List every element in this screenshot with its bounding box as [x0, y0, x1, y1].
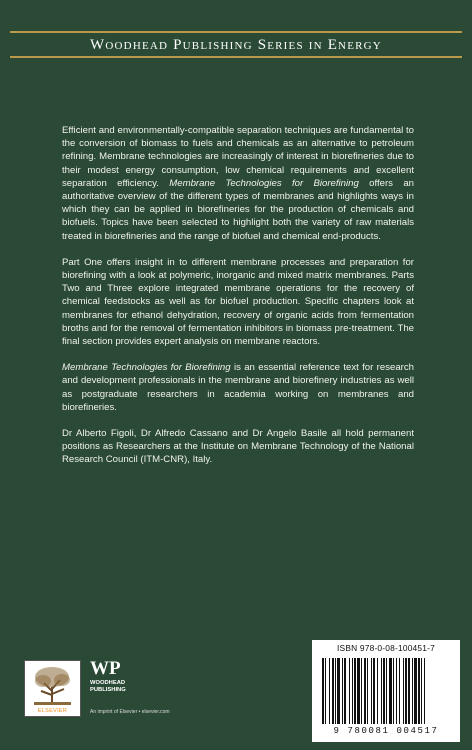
isbn-text: ISBN 978-0-08-100451-7	[337, 643, 435, 653]
blurb	[62, 124, 414, 480]
series-title: Woodhead Publishing Series in Energy	[90, 37, 382, 53]
elsevier-label: ELSEVIER	[37, 708, 68, 714]
book-title-italic: Membrane Technologies for Biorefining	[62, 362, 231, 374]
barcode-digits: 9 780081 004517	[333, 726, 439, 736]
wp-logo-mark: WP	[90, 658, 121, 679]
wp-line-woodhead: WOODHEAD	[90, 680, 126, 686]
blurb-p3-end: is an essential reference text for research and development professionals in the membrane and biorefinery industries as well as postgraduate researchers in academia working on membranes and biorefineries.	[62, 362, 414, 413]
book-title-italic: Membrane Technologies for Biorefining	[169, 177, 359, 189]
barcode-icon	[318, 658, 454, 726]
series-band	[0, 0, 472, 60]
blurb-paragraph-1	[62, 124, 414, 243]
wp-line-publishing: PUBLISHING	[90, 687, 126, 693]
blurb-p1-end: offers an authoritative overview of the different types of membranes and highlights ways in which they can be applied in biorefineries for the production of chemicals and biofuels. Topics have been selected to highlight both the variety of raw materials treated in biorefineries and the range of biofuel and chemical end-products.	[62, 177, 414, 242]
blurb-p1-start: Efficient and environmentally-compatible separation techniques are fundamental to the conversion of biomass to fuels and chemicals as an alternative to petroleum refining. Membrane technologies are increasingly of interest in biorefineries due to their modest energy consumption, low chemical requirements and excellent separation efficiency.	[62, 125, 414, 189]
barcode-panel	[312, 640, 460, 742]
author-bio: Dr Alberto Figoli, Dr Alfredo Cassano and Dr Angelo Basile all hold permanent positions as Researchers at the Institute on Membrane Technology of the National Research Council (ITM-CNR), Italy.	[62, 428, 414, 466]
wp-logo-text	[90, 680, 126, 694]
blurb-paragraph-2: Part One offers insight in to different membrane processes and preparation for biorefining with a look at polymeric, inorganic and mixed matrix membranes. Parts Two and Three explore integrated membrane operations for the recovery of chemical feedstocks as well as for biofuel production. Specific chapters look at membranes for ethanol dehydration, recovery of organic acids from fermentation broths and for the removal of fermentation inhibitors in biomass pre-treatment. The final section provides expert analysis on membrane reactors.	[62, 256, 414, 348]
imprint-line: An imprint of Elsevier • elsevier.com	[90, 709, 170, 715]
blurb-paragraph-3	[62, 361, 414, 414]
elsevier-logo	[24, 660, 81, 717]
elsevier-tree-icon	[29, 665, 76, 707]
